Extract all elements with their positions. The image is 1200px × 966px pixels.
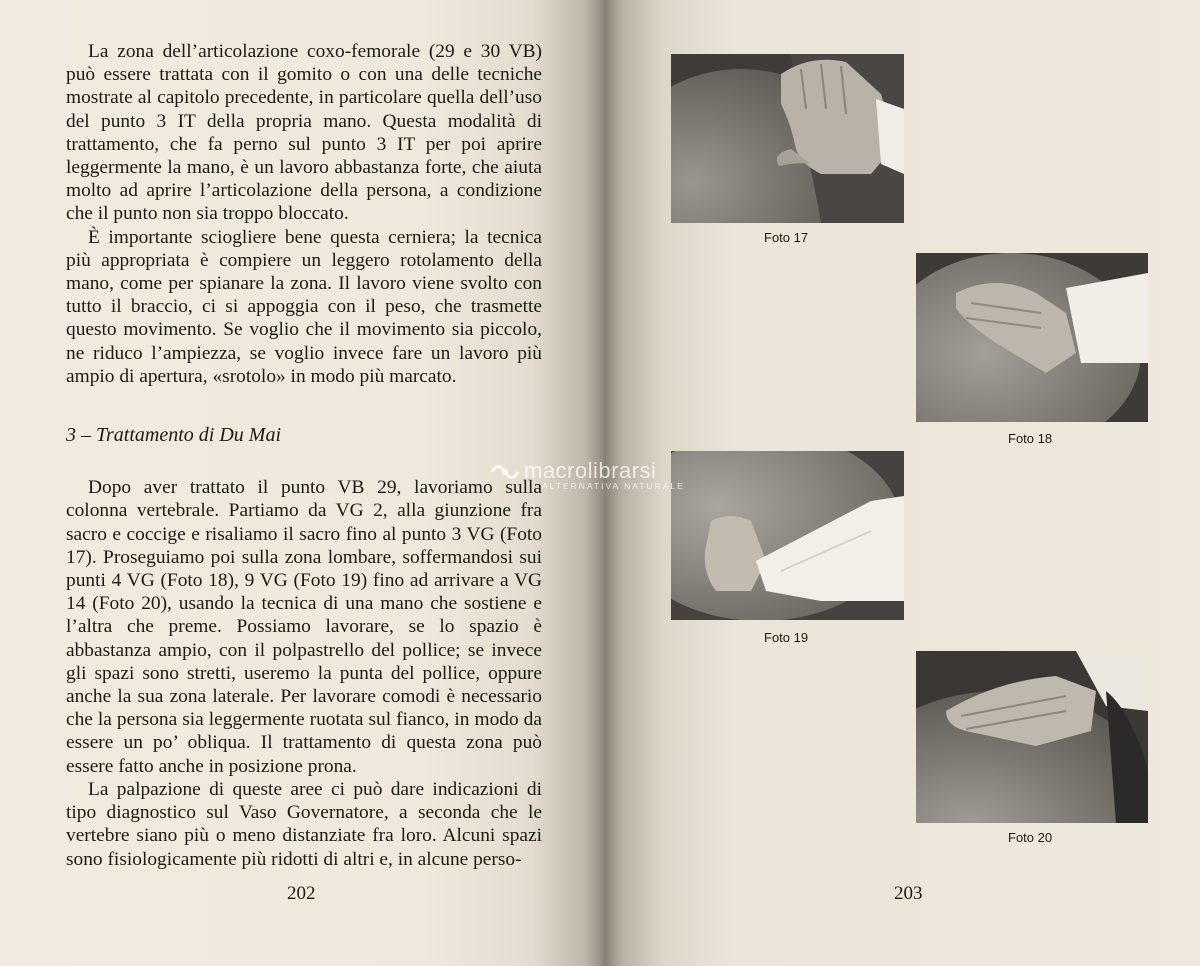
- left-page-text: [66, 40, 542, 871]
- section-number: 3 –: [66, 424, 96, 447]
- caption-foto-17: Foto 17: [764, 230, 809, 245]
- paragraph: La zona dell’articolazione coxo-femorale (29 e 30 VB) può essere trattata con il gomito o con una delle tecniche mostrate al capitolo precedente, in particolare quella dell’uso del punto 3 IT della propria mano. Questa modalità di trattamento, che fa perno sul punto 3 IT per poi aprire leggermente la mano, è un lavoro abbastanza forte, che aiuta molto ad aprire l’articolazione della persona, a condizione che il punto non sia troppo bloccato.: [66, 41, 542, 225]
- photo-17: [671, 54, 904, 223]
- paragraph: È importante sciogliere bene questa cerniera; la tecnica più appropriata è compiere un leggero rotolamento della mano, come per spianare la zona. Il lavoro viene svolto con tutto il braccio, ci si appoggia con il peso, che trasmette questo movimento. Se voglio che il movimento sia piccolo, ne riduco l’ampiezza, se voglio invece fare un lavoro più ampio di apertura, «srotolo» in modo più marcato.: [66, 226, 542, 387]
- caption-foto-19: Foto 19: [764, 630, 809, 645]
- section-title: Trattamento di Du Mai: [96, 424, 282, 447]
- page-number-right: 203: [894, 883, 923, 904]
- paragraph: La palpazione di queste aree ci può dare indicazioni di tipo diagnostico sul Vaso Governatore, a seconda che le vertebre siano più o meno distanziate fra loro. Alcuni spazi sono fisiologicamente più ridotti di altri e, in alcune perso-: [66, 778, 542, 870]
- photo-19: [671, 451, 904, 620]
- watermark-name: macrolibrarsi: [490, 458, 685, 484]
- paragraph: Dopo aver trattato il punto VB 29, lavoriamo sulla colonna vertebrale. Partiamo da VG 2, alla giunzione fra sacro e coccige e risaliamo il sacro fino al punto 3 VG (Foto 17). Proseguiamo poi sulla zona lombare, soffermandosi sui punti 4 VG (Foto 18), 9 VG (Foto 19) fino ad arrivare a VG 14 (Foto 20), usando la tecnica di una mano che sostiene e l’altra che preme. Possiamo lavorare, se lo spazio è abbastanza ampio, con il polpastrello del pollice; se invece gli spazi sono stretti, useremo la punta del pollice, oppure anche la sua zona laterale. Per lavorare comodi è necessario che la persona sia leggermente ruotata sul fianco, in modo da essere un po’ obliqua. Il trattamento di questa zona può essere fatto anche in posizione prona.: [66, 477, 542, 777]
- right-page: [604, 0, 1200, 966]
- photo-20: [916, 651, 1148, 823]
- caption-foto-20: Foto 20: [1008, 830, 1053, 845]
- page-number-left: 202: [287, 883, 316, 904]
- watermark-tagline: ALTERNATIVA NATURALE: [542, 481, 685, 491]
- section-heading: [66, 424, 542, 447]
- caption-foto-18: Foto 18: [1008, 431, 1053, 446]
- photo-18: [916, 253, 1148, 422]
